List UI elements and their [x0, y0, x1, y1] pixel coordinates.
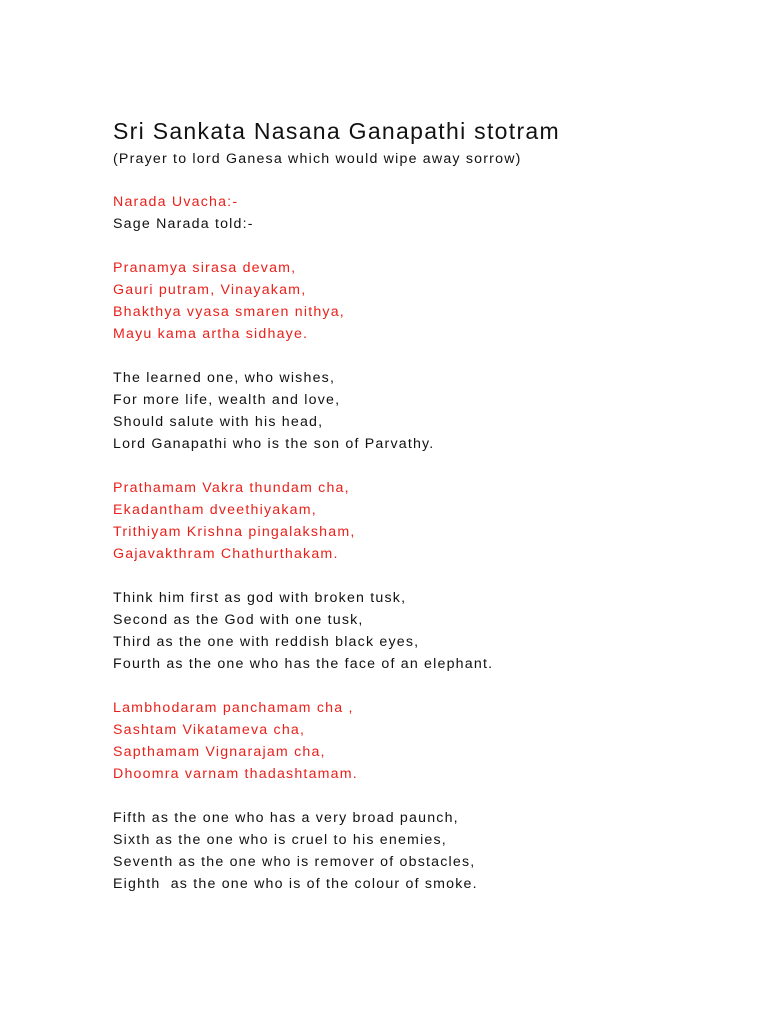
sanskrit-stanza: [113, 697, 733, 785]
sanskrit-line: Dhoomra varnam thadashtamam.: [113, 766, 358, 782]
sanskrit-line: Pranamya sirasa devam,: [113, 260, 297, 276]
page-title: Sri Sankata Nasana Ganapathi stotram: [113, 118, 560, 144]
translation-stanza: [113, 587, 733, 675]
sanskrit-line: Mayu kama artha sidhaye.: [113, 326, 309, 342]
translation-line: The learned one, who wishes,: [113, 370, 336, 386]
translation-line: Seventh as the one who is remover of obstacles,: [113, 854, 476, 870]
translation-line: Third as the one with reddish black eyes,: [113, 634, 420, 650]
sanskrit-line: Sashtam Vikatameva cha,: [113, 722, 306, 738]
sanskrit-stanza: [113, 477, 733, 565]
page-subtitle: (Prayer to lord Ganesa which would wipe away sorrow): [113, 151, 522, 167]
sanskrit-line: Lambhodaram panchamam cha ,: [113, 700, 354, 716]
translation-line: For more life, wealth and love,: [113, 392, 341, 408]
translation-line: Sage Narada told:-: [113, 216, 254, 232]
translation-stanza: [113, 807, 733, 895]
translation-line: Fifth as the one who has a very broad paunch,: [113, 810, 459, 826]
translation-line: Think him first as god with broken tusk,: [113, 590, 407, 606]
sanskrit-line: Bhakthya vyasa smaren nithya,: [113, 304, 345, 320]
translation-stanza: [113, 367, 733, 455]
sanskrit-line: Sapthamam Vignarajam cha,: [113, 744, 326, 760]
sanskrit-line: Narada Uvacha:-: [113, 194, 239, 210]
translation-line: Eighth as the one who is of the colour of smoke.: [113, 876, 478, 892]
invocation-block: [113, 191, 733, 235]
sanskrit-line: Gauri putram, Vinayakam,: [113, 282, 307, 298]
translation-line: Should salute with his head,: [113, 414, 324, 430]
sanskrit-line: Prathamam Vakra thundam cha,: [113, 480, 350, 496]
translation-line: Sixth as the one who is cruel to his enemies,: [113, 832, 447, 848]
sanskrit-line: Gajavakthram Chathurthakam.: [113, 546, 339, 562]
sanskrit-line: Trithiyam Krishna pingalaksham,: [113, 524, 356, 540]
translation-line: Fourth as the one who has the face of an elephant.: [113, 656, 494, 672]
sanskrit-line: Ekadantham dveethiyakam,: [113, 502, 317, 518]
translation-line: Lord Ganapathi who is the son of Parvathy.: [113, 436, 435, 452]
document-content: [113, 114, 733, 917]
translation-line: Second as the God with one tusk,: [113, 612, 364, 628]
sanskrit-stanza: [113, 257, 733, 345]
